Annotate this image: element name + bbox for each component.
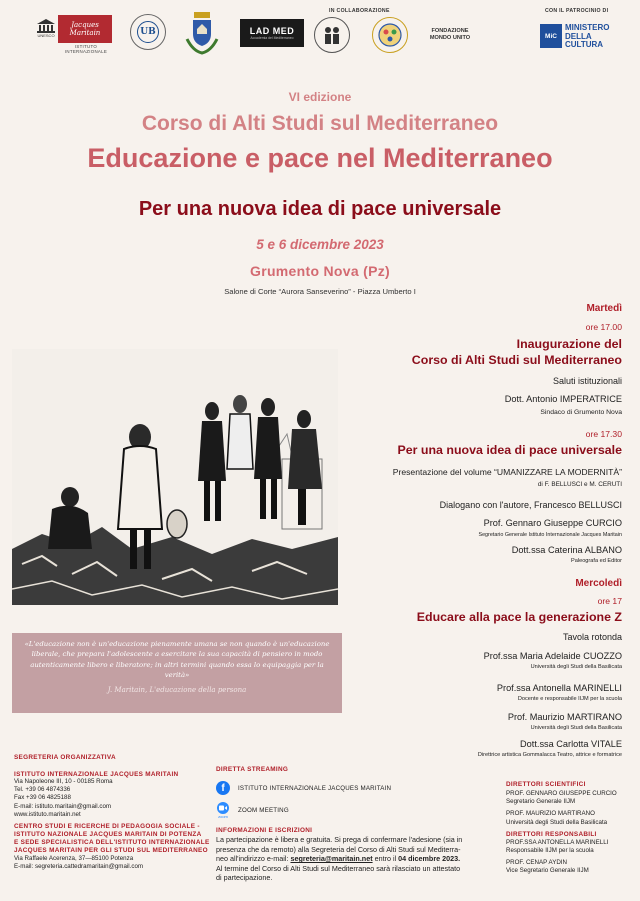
streaming-title: DIRETTA STREAMING [216,766,289,773]
manager1-role: Responsabile IIJM per la scuola [506,847,594,855]
figures-icon [321,24,343,46]
illustration [12,349,338,605]
edition-label: VI edizione [288,90,352,104]
day2-label: Mercoledì [575,578,622,589]
facebook-label: ISTITUTO INTERNAZIONALE JACQUES MARITAIN [238,784,392,792]
mic-mark: MiC [545,32,557,40]
day1-label: Martedì [586,303,622,314]
zoom-icon-text: zoom [218,814,228,819]
crest-logo [184,11,220,55]
speaker4-name: Prof.ssa Maria Adelaide CUOZZO [483,651,622,661]
ministero-line2: DELLA [565,31,592,41]
partner-seal-logo [314,17,350,53]
subtitle: Per una nuova idea di pace universale [138,198,502,220]
speaker2-name: Prof. Gennaro Giuseppe CURCIO [483,518,622,528]
unesco-logo [34,14,58,42]
speaker6-role: Università degli Studi della Basilicata [530,725,622,731]
event-date: 5 e 6 dicembre 2023 [256,237,384,252]
director2-name: PROF. MAURIZIO MARTIRANO [506,810,595,818]
fondazione-logo [425,24,475,46]
quote-text: «L'educazione non è un'educazione pienamente umana se non quando è un'educazione liberale, che prepara l'adolescente a esercitare la sua capacità di pensiero in modo autenticamente libero e liberatore; in altri termini quando essa lo equipaggia per la verità» [24,640,330,679]
ladmed-wordmark: LAD MED [249,26,295,36]
greetings-label: Saluti istituzionali [552,376,622,386]
speaker1-role: Sindaco di Grumento Nova [540,409,622,416]
fondazione-wordmark: FONDAZIONE MONDO UNITO [429,28,471,41]
streaming-section [216,766,486,883]
centro-line4: JACQUES MARITAIN PER GLI STUDI SUL MEDITERRANEO [14,847,208,855]
info-line2: presenza che da remoto) alla Segreteria del Corso di Alti Studi sul Mediterra- [216,844,461,854]
istituto-email[interactable]: E-mail: istituto.maritain@gmail.com [14,802,112,810]
ladmed-subtitle: Accademia del Mediterraneo [250,36,294,40]
director2-role: Università degli Studi della Basilicata [506,818,608,826]
university-initials: UB [140,27,156,37]
info-line1: La partecipazione è libera e gratuita. Si prega di confermare l'adesione (sia in [216,835,463,844]
facebook-icon: f [216,781,230,795]
directors-title: DIRETTORI SCIENTIFICI [506,781,586,788]
quote-signature: J. Maritain, L'educazione della persona [107,686,247,695]
info-email[interactable]: segreteria@maritain.net [290,854,373,864]
speaker7-role: Direttrice artistica Gommalacca Teatro, attrice e formatrice [477,752,622,758]
session3-title: Educare alla pace la generazione Z [416,610,622,624]
roundtable-label: Tavola rotonda [562,632,622,642]
managers-title: DIRETTORI RESPONSABILI [506,830,597,838]
ministero-wordmark [565,24,609,50]
zoom-link[interactable] [216,802,486,819]
globe-icon [377,22,403,48]
session1-title [412,336,622,368]
crest-icon [185,11,219,55]
centro-address: Via Raffaele Acerenza, 37—85100 Potenza [14,855,134,863]
course-title: Corso di Alti Studi sul Mediterraneo [141,112,499,135]
dialogue-label: Dialogano con l'autore, Francesco BELLUSCI [439,500,622,510]
maritain-logo-caption: ISTITUTO INTERNAZIONALE [64,44,108,54]
info-line3-text: neo all'indirizzo e-mail: [216,854,291,864]
patronage-label: CON IL PATROCINIO DI [545,8,609,14]
centro-line1: CENTRO STUDI E RICERCHE DI PEDAGOGIA SOCIALE - [14,823,200,831]
ministero-line3: CULTURA [565,40,604,50]
main-title: Educazione e pace nel Mediterraneo [87,143,553,173]
info-line3 [216,854,486,864]
segreteria-section [14,754,214,871]
fondazione-seal-logo [372,17,408,53]
session2-title: Per una nuova idea di pace universale [397,443,622,457]
time2: ore 17.30 [585,429,622,439]
speaker2-role: Segretario Generale Istituto Internazionale Jacques Maritain [478,532,622,538]
speaker1-name: Dott. Antonio IMPERATRICE [504,394,622,404]
speaker5-name: Prof.ssa Antonella MARINELLI [496,683,622,693]
university-logo [130,14,166,50]
book-authors: di F. BELLUSCI e M. CERUTI [537,481,622,488]
session1-line2: Corso di Alti Studi sul Mediterraneo [411,353,622,367]
unesco-label: UNESCO [37,32,55,38]
temple-icon [37,19,55,33]
istituto-fax: Fax +39 06 4825188 [14,794,71,802]
director1-role: Segretario Generale IIJM [506,798,576,806]
speaker3-role: Paleografa ed Editor [571,558,622,564]
maritain-logo [58,15,112,43]
istituto-name: ISTITUTO INTERNAZIONALE JACQUES MARITAIN [14,771,179,778]
facebook-link[interactable] [216,781,486,795]
zoom-label: ZOOM MEETING [238,807,289,814]
maritain-wordmark: Jacques Maritain [69,21,101,37]
info-line5: di partecipazione. [216,873,273,883]
ladmed-logo [240,19,304,47]
zoom-icon [216,802,230,819]
info-line3-mid: entro il [372,854,399,864]
time1: ore 17.00 [585,322,622,332]
centro-line2: ISTITUTO NAZIONALE JACQUES MARITAIN DI POTENZA [14,831,202,839]
book-presentation: Presentazione del volume “UMANIZZARE LA MODERNITÀ” [392,467,622,477]
speaker4-role: Università degli Studi della Basilicata [530,664,622,670]
centro-line3: E SEDE SPECIALISTICA DELL'ISTITUTO INTERNAZIONALE [14,839,210,847]
manager1-name: PROF.SSA ANTONELLA MARINELLI [506,838,609,846]
istituto-website[interactable]: www.istituto.maritain.net [14,810,81,818]
event-venue: Salone di Corte “Aurora Sanseverino” - Piazza Umberto I [224,287,416,296]
manager2-name: PROF. CENAP AYDIN [506,859,567,867]
speaker3-name: Dott.ssa Caterina ALBANO [511,545,622,555]
manager2-role: Vice Segretario Generale IIJM [506,867,589,875]
info-title: INFORMAZIONI E ISCRIZIONI [216,827,313,834]
segreteria-title: SEGRETERIA ORGANIZZATIVA [14,754,116,761]
istituto-tel: Tel. +39 06 4874336 [14,786,71,794]
directors-section [506,781,636,876]
info-deadline: 04 dicembre 2023. [398,854,461,864]
collaboration-label: IN COLLABORAZIONE [329,8,390,14]
war-sketch-image [12,349,338,605]
quote-box [12,633,342,713]
mic-logo [540,24,562,48]
ministero-line1: MINISTERO [565,23,610,32]
info-text [216,835,486,883]
director1-name: PROF. GENNARO GIUSEPPE CURCIO [506,790,617,797]
centro-email[interactable]: E-mail: segreteria.cattedramaritain@gmail.com [14,863,144,871]
speaker5-role: Docente e responsabile IIJM per la scuola [517,696,622,702]
time3: ore 17 [597,596,622,606]
istituto-address: Via Napoleone III, 10 - 00185 Roma [14,778,113,785]
session1-line1: Inaugurazione del [516,337,622,351]
event-place: Grumento Nova (Pz) [250,263,390,279]
speaker7-name: Dott.ssa Carlotta VITALE [520,739,622,749]
info-line4: Al termine del Corso di Alti Studi sul Mediterraneo sarà rilasciato un attestato [216,863,461,873]
speaker6-name: Prof. Maurizio MARTIRANO [507,712,622,722]
